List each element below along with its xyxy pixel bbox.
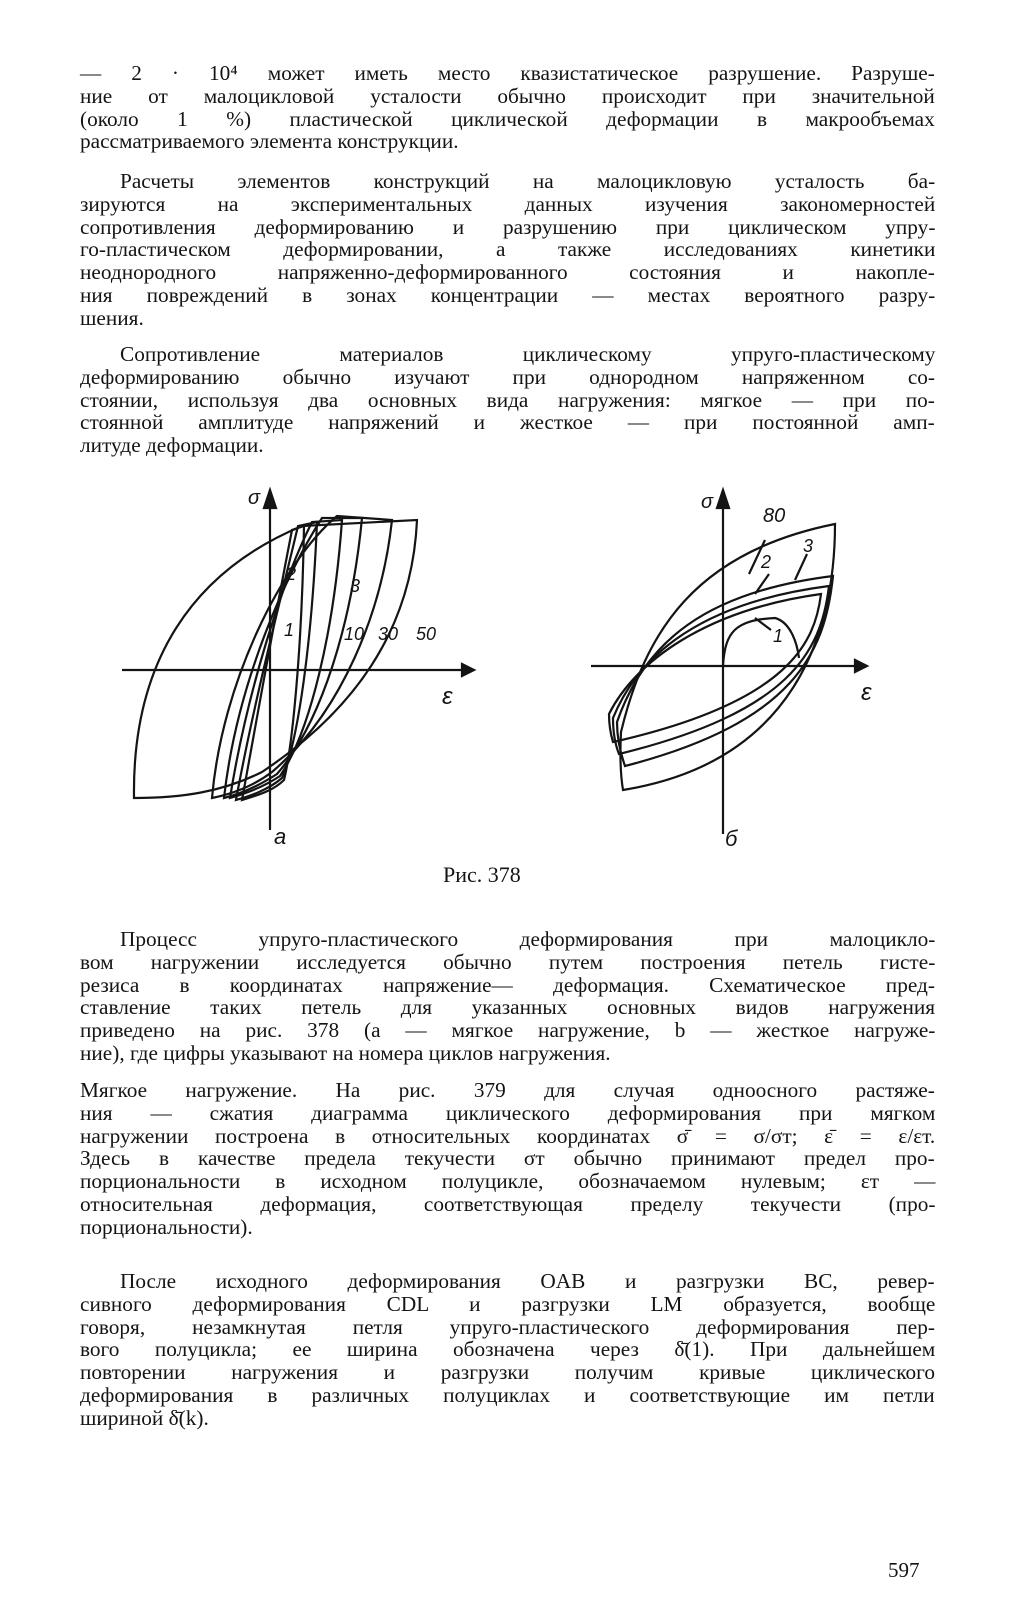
text-line: Мягкое нагружение. На рис. 379 для случая одноосного растяже- [80, 1078, 935, 1102]
text-line-content: Расчеты элементов конструкций на малоцикловую усталость ба- [120, 169, 936, 193]
text-line: шения. [80, 305, 144, 330]
loop-30 [212, 516, 392, 798]
figure-a-diagram [112, 482, 484, 850]
text-line: порциональности в исходном полуцикле, обозначаемом нулевым; εт — [80, 1169, 936, 1194]
text-line [80, 928, 935, 951]
text-line-content: Сопротивление материалов циклическому упруго-пластическому [120, 342, 936, 366]
text-line: ния — сжатия диаграмма циклического деформирования при мягком [80, 1100, 936, 1125]
x-axis-arrow-icon [462, 664, 474, 676]
text-line-content: Процесс упруго-пластического деформирования при малоцикло- [120, 927, 936, 951]
paragraph-1 [80, 62, 935, 153]
text-line: нагружении построена в относительных координатах σ̄ = σ/σт; ε̄ = ε/εт. [80, 1123, 936, 1148]
cycle-label: 10 [344, 624, 365, 644]
text-line: говоря, незамкнутая петля упруго-пластического деформирования пер- [80, 1314, 935, 1339]
text-line: вом нагружении исследуется обычно путем построения петель гисте- [80, 949, 936, 974]
text-line [80, 1270, 935, 1293]
x-axis-label: ε [442, 683, 453, 710]
x-axis-label: ε [861, 679, 872, 706]
cycle-label: 1 [284, 620, 295, 640]
text-line: стоянной амплитуде напряжений и жесткое — при постоянной амп- [80, 410, 935, 435]
text-line: повторении нагружения и разгрузки получим кривые циклического [80, 1360, 936, 1385]
text-line: сопротивления деформированию и разрушению при циклическом упру- [80, 214, 936, 239]
text-line: приведено на рис. 378 (a — мягкое нагружение, b — жесткое нагруже- [80, 1018, 936, 1043]
text-line: го-пластическом деформировании, а также исследованиях кинетики [80, 237, 936, 262]
paragraph-5 [80, 1079, 935, 1239]
text-line: резиса в координатах напряжение— деформация. Схематическое пред- [80, 972, 935, 997]
initial-curve-1 [723, 618, 799, 666]
text-line: литуде деформации. [80, 433, 264, 458]
y-axis-arrow-icon [717, 490, 729, 508]
text-line: ние), где цифры указывают на номера циклов нагружения. [80, 1040, 611, 1065]
paragraph-4 [80, 928, 935, 1065]
text-line: ставление таких петель для указанных основных видов нагружения [80, 995, 936, 1020]
cycle-label: 2 [761, 552, 772, 572]
loop-50 [134, 520, 417, 798]
cycle-label: 80 [763, 505, 786, 527]
text-line: Здесь в качестве предела текучести σт обычно принимают предел про- [80, 1146, 935, 1171]
cycle-label: 50 [416, 624, 437, 644]
loop-2 [236, 522, 317, 800]
y-axis-label: σ [248, 487, 261, 509]
panel-label-a: a [274, 824, 287, 849]
text-line: рассматриваемого элемента конструкции. [80, 129, 459, 154]
text-line: порциональности). [80, 1214, 253, 1239]
text-line: ния повреждений в зонах концентрации — местах вероятного разру- [80, 282, 936, 307]
text-line: деформирования в различных полуциклах и соответствующие им петли [80, 1382, 935, 1407]
cycle-label: 3 [350, 576, 361, 596]
text-line: вого полуцикла; ее ширина обозначена через δ̄(1). При дальнейшем [80, 1337, 936, 1362]
figure-a-soft-loading [112, 482, 484, 850]
paragraph-2 [80, 170, 935, 330]
y-axis-label: σ [701, 491, 714, 513]
panel-label-b: б [725, 826, 738, 851]
text-line: ние от малоцикловой усталости обычно происходит при значительной [80, 83, 935, 108]
loop-2 [613, 586, 829, 754]
figure-b-diagram [585, 482, 893, 850]
page-number: 597 [888, 1558, 920, 1582]
text-line: стоянии, используя два основных вида нагружения: мягкое — при по- [80, 387, 935, 412]
cycle-label: 3 [803, 536, 814, 556]
text-line [80, 170, 935, 193]
text-line: сивного деформирования CDL и разгрузки LM образуется, вообще [80, 1291, 936, 1316]
loop-3 [617, 576, 833, 766]
text-line: неоднородного напряженно-деформированного состояния и накопле- [80, 260, 935, 285]
figure-b-hard-loading [585, 482, 893, 850]
leader-line [795, 554, 807, 580]
text-line: (около 1 %) пластической циклической деформации в макрообъемах [80, 106, 935, 131]
cycle-label: 1 [773, 626, 784, 646]
text-line: зируются на экспериментальных данных изучения закономерностей [80, 191, 936, 216]
paragraph-3 [80, 343, 935, 457]
text-line: относительная деформация, соответствующая пределу текучести (про- [80, 1191, 936, 1216]
cycle-label: 30 [378, 624, 399, 644]
text-line: деформированию обычно изучают при однородном напряженном со- [80, 364, 936, 389]
cycle-label: 2 [286, 564, 297, 584]
text-line-content: После исходного деформирования OAB и разгрузки BC, ревер- [120, 1269, 935, 1293]
text-line: — 2 · 10⁴ может иметь место квазистатическое разрушение. Разруше- [80, 61, 935, 85]
figure-caption: Рис. 378 [443, 862, 521, 887]
paragraph-6 [80, 1270, 935, 1430]
x-axis-arrow-icon [855, 660, 867, 672]
text-line: шириной δ̄(k). [80, 1405, 209, 1430]
text-line [80, 343, 935, 366]
y-axis-arrow-icon [264, 490, 276, 508]
